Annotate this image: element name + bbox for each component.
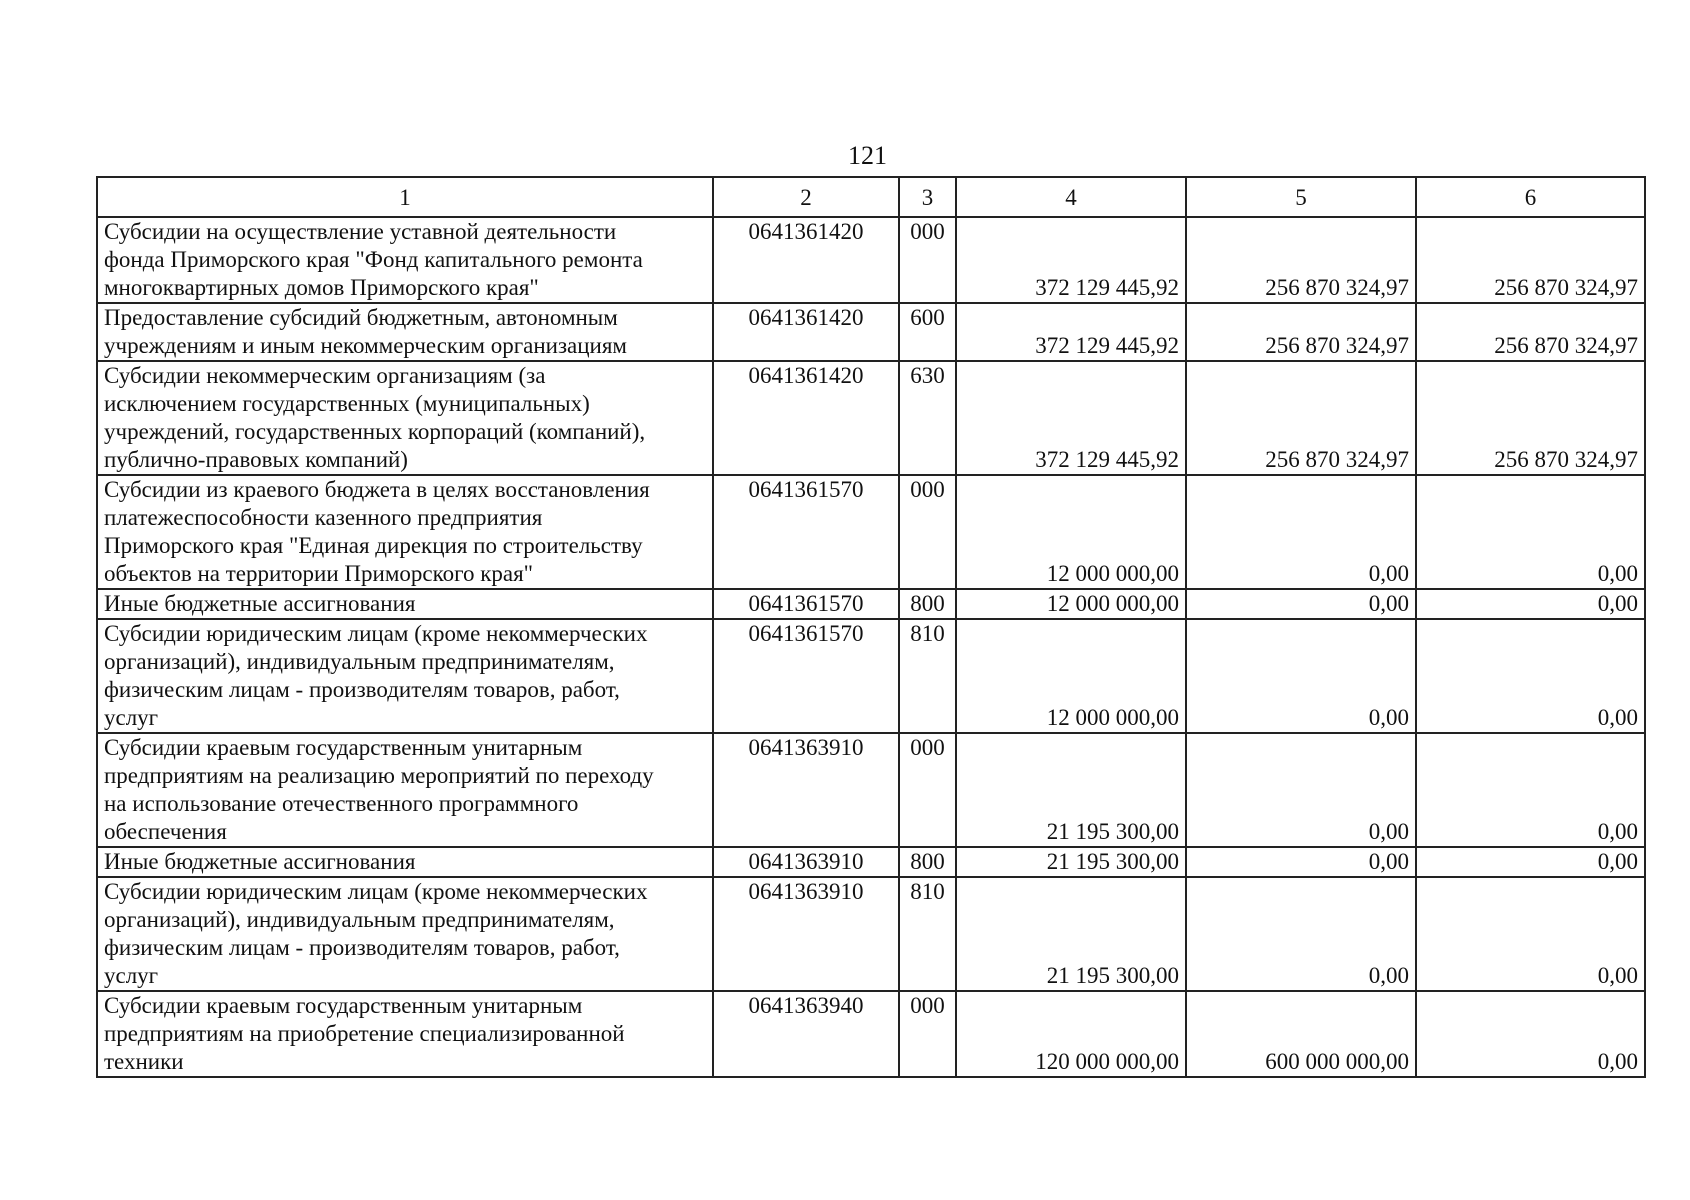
row-kvr-cell: 810 [899,619,956,733]
row-name-line: учреждений, государственных корпораций (компаний), [104,419,646,444]
row-value-col5: 0,00 [1186,877,1416,991]
row-name-line: организаций), индивидуальным предпринимателям, [104,907,615,932]
table-row [97,847,1645,877]
row-name-cell [97,361,713,475]
row-kvr-cell: 000 [899,217,956,303]
row-value-col5: 0,00 [1186,733,1416,847]
row-name-cell [97,303,713,361]
row-name-line: публично-правовых компаний) [104,447,408,472]
row-kvr-cell: 600 [899,303,956,361]
row-value-col6: 0,00 [1416,877,1645,991]
header-cell: 1 [97,177,713,217]
row-name-cell [97,589,713,619]
row-code-cell: 0641363910 [713,733,899,847]
row-value-col4: 12 000 000,00 [956,619,1186,733]
row-kvr-cell: 800 [899,847,956,877]
row-value-col6: 0,00 [1416,991,1645,1077]
row-code-cell: 0641363940 [713,991,899,1077]
row-name-cell [97,619,713,733]
row-name-line: Субсидии краевым государственным унитарным [104,735,583,760]
table-row [97,733,1645,847]
row-code-cell: 0641361570 [713,619,899,733]
row-name-line: организаций), индивидуальным предпринимателям, [104,649,615,674]
table-row [97,361,1645,475]
table-row [97,619,1645,733]
header-cell: 5 [1186,177,1416,217]
row-name-line: физическим лицам - производителям товаров, работ, [104,677,620,702]
row-name-line: Субсидии из краевого бюджета в целях восстановления [104,477,650,502]
row-value-col6: 256 870 324,97 [1416,217,1645,303]
row-value-col4: 372 129 445,92 [956,361,1186,475]
row-name-line: предприятиям на приобретение специализированной [104,1021,625,1046]
row-name-line: услуг [104,963,159,988]
row-name-line: предприятиям на реализацию мероприятий по переходу [104,763,654,788]
table-row [97,303,1645,361]
row-value-col5: 0,00 [1186,847,1416,877]
header-cell: 6 [1416,177,1645,217]
row-name-cell [97,847,713,877]
row-name-line: техники [104,1049,184,1074]
row-value-col5: 600 000 000,00 [1186,991,1416,1077]
table-row [97,991,1645,1077]
row-name-line: Иные бюджетные ассигнования [104,849,416,874]
row-code-cell: 0641361420 [713,303,899,361]
row-value-col4: 372 129 445,92 [956,303,1186,361]
row-name-line: Субсидии юридическим лицам (кроме некоммерческих [104,621,648,646]
row-value-col4: 21 195 300,00 [956,877,1186,991]
row-name-cell [97,877,713,991]
row-value-col6: 0,00 [1416,475,1645,589]
row-value-col5: 0,00 [1186,589,1416,619]
row-value-col4: 372 129 445,92 [956,217,1186,303]
row-name-line: учреждениям и иным некоммерческим организациям [104,333,627,358]
row-name-line: Предоставление субсидий бюджетным, автономным [104,305,618,330]
row-value-col6: 0,00 [1416,733,1645,847]
budget-table [96,176,1646,1078]
row-name-line: Субсидии некоммерческим организациям (за [104,363,546,388]
row-name-line: услуг [104,705,159,730]
row-kvr-cell: 800 [899,589,956,619]
table-row [97,877,1645,991]
row-kvr-cell: 810 [899,877,956,991]
table-row [97,475,1645,589]
row-name-line: Приморского края "Единая дирекция по строительству [104,533,643,558]
row-name-line: исключением государственных (муниципальных) [104,391,590,416]
row-value-col4: 21 195 300,00 [956,733,1186,847]
row-name-line: Субсидии на осуществление уставной деятельности [104,219,617,244]
row-value-col5: 256 870 324,97 [1186,361,1416,475]
row-kvr-cell: 630 [899,361,956,475]
row-value-col5: 0,00 [1186,475,1416,589]
row-value-col6: 0,00 [1416,619,1645,733]
header-cell: 2 [713,177,899,217]
row-name-line: обеспечения [104,819,227,844]
row-value-col4: 12 000 000,00 [956,589,1186,619]
row-value-col6: 256 870 324,97 [1416,361,1645,475]
row-name-cell [97,217,713,303]
row-name-line: Иные бюджетные ассигнования [104,591,416,616]
row-code-cell: 0641361420 [713,217,899,303]
row-value-col4: 12 000 000,00 [956,475,1186,589]
row-name-line: Субсидии краевым государственным унитарным [104,993,583,1018]
row-value-col5: 0,00 [1186,619,1416,733]
row-value-col6: 0,00 [1416,589,1645,619]
row-code-cell: 0641361570 [713,589,899,619]
row-kvr-cell: 000 [899,733,956,847]
row-name-line: фонда Приморского края "Фонд капитального ремонта [104,247,643,272]
row-name-line: Субсидии юридическим лицам (кроме некоммерческих [104,879,648,904]
row-kvr-cell: 000 [899,991,956,1077]
row-value-col6: 256 870 324,97 [1416,303,1645,361]
row-code-cell: 0641361420 [713,361,899,475]
row-name-cell [97,991,713,1077]
row-name-line: многоквартирных домов Приморского края" [104,275,539,300]
row-name-line: на использование отечественного программного [104,791,579,816]
row-value-col4: 120 000 000,00 [956,991,1186,1077]
row-value-col6: 0,00 [1416,847,1645,877]
table-row [97,217,1645,303]
row-name-line: платежеспособности казенного предприятия [104,505,543,530]
row-value-col5: 256 870 324,97 [1186,217,1416,303]
header-cell: 3 [899,177,956,217]
header-cell: 4 [956,177,1186,217]
row-name-cell [97,733,713,847]
row-name-cell [97,475,713,589]
row-code-cell: 0641363910 [713,877,899,991]
row-kvr-cell: 000 [899,475,956,589]
row-code-cell: 0641363910 [713,847,899,877]
page-number: 121 [848,141,887,170]
row-value-col4: 21 195 300,00 [956,847,1186,877]
row-name-line: объектов на территории Приморского края" [104,561,534,586]
header-row [97,177,1645,217]
row-value-col5: 256 870 324,97 [1186,303,1416,361]
row-name-line: физическим лицам - производителям товаров, работ, [104,935,620,960]
row-code-cell: 0641361570 [713,475,899,589]
table-row [97,589,1645,619]
